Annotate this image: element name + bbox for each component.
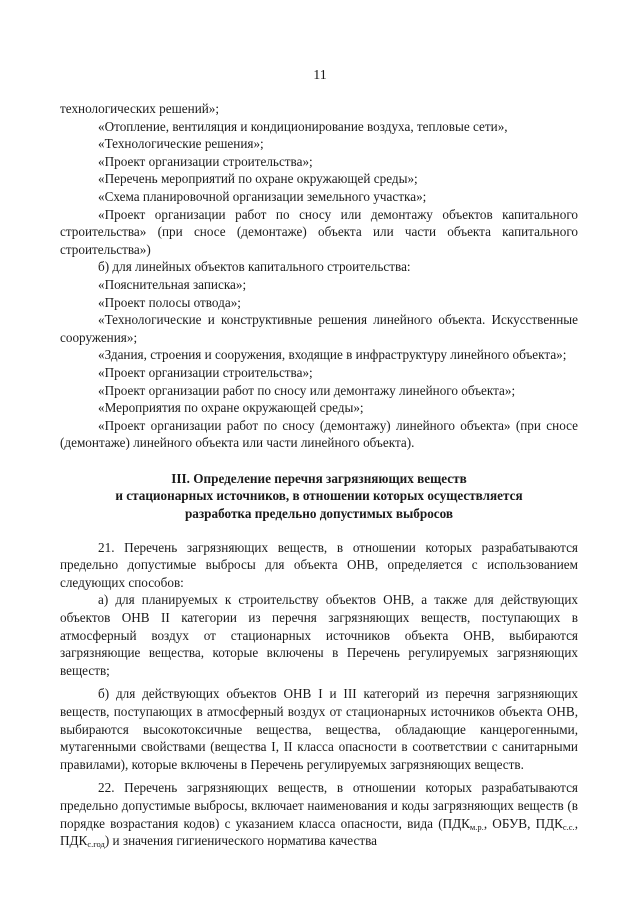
list-item: «Проект организации строительства»; [98,153,313,169]
section-heading [60,470,578,523]
paragraph-21a: а) для планируемых к строительству объектов ОНВ, а также для действующих объектов ОНВ II категории из перечня загрязняющих веществ, поступающих в атмосферный воздух от стационарных источников объекта ОНВ, выбираются загрязняющие вещества, которые включены в Перечень регулируемых загрязняющих веществ; [60,592,578,678]
list-item: «Схема планировочной организации земельного участка»; [98,188,427,204]
paragraph-22 [60,779,578,849]
list-item: «Проект организации работ по сносу (демонтажу) линейного объекта» (при сносе (демонтаже) линейного объекта или части линейного объекта). [60,417,578,451]
heading-line: и стационарных источников, в отношении которых осуществляется [115,488,523,504]
paragraph-21b: б) для действующих объектов ОНВ I и III категорий из перечня загрязняющих веществ, поступающих в атмосферный воздух от стационарных источников объекта ОНВ, выбираются высокотоксичные вещества, вещества, обладающие канцерогенными, мутагенными свойствами (вещества I, II класса опасности в соответствии с санитарными правилами), которые включены в Перечень регулируемых загрязняющих веществ. [60,686,578,772]
list-item: «Пояснительная записка»; [98,276,247,292]
list-item: «Здания, строения и сооружения, входящие в инфраструктуру линейного объекта»; [98,347,567,363]
list-item: «Проект организации работ по сносу или демонтажу объектов капитального строительства» (при сносе (демонтаже) объекта или части объекта капитального строительства») [60,206,578,257]
list-item: «Технологические и конструктивные решения линейного объекта. Искусственные сооружения»; [60,312,578,345]
subscript-sgod: с.год [87,839,105,850]
page-number: 11 [313,68,327,83]
paragraph-21: 21. Перечень загрязняющих веществ, в отношении которых разрабатываются предельно допустимые выбросы для объекта ОНВ, определяется с использованием следующих способов: [60,539,578,590]
paragraph-22-text: , ОБУВ, ПДК [483,815,563,831]
list-item: «Перечень мероприятий по охране окружающей среды»; [98,171,418,187]
subsection-item: б) для линейных объектов капитального строительства: [98,259,411,275]
list-item: «Проект организации строительства»; [98,364,313,380]
heading-line: III. Определение перечня загрязняющих веществ [171,470,467,486]
paragraph-22-text: 22. Перечень загрязняющих веществ, в отношении которых разрабатываются предельно допустимые выбросы, включает наименования и коды загрязняющих веществ (в порядке возрастания кодов) с указанием класса опасности, вида (ПДК [60,780,578,831]
list-item: «Отопление, вентиляция и кондиционирование воздуха, тепловые сети», [98,118,508,134]
text-line: технологических решений»; [60,101,220,116]
list-item: «Проект полосы отвода»; [98,294,241,310]
paragraph-22-text: ) и значения гигиенического норматива качества [104,833,378,849]
list-item: «Мероприятия по охране окружающей среды»; [98,400,364,416]
document-body [60,100,578,850]
subscript-ss: с.с. [562,821,575,832]
list-item: «Проект организации работ по сносу или демонтажу линейного объекта»; [98,382,516,398]
subscript-mr: м.р. [469,821,484,832]
heading-line: разработка предельно допустимых выбросов [184,506,454,522]
list-item: «Технологические решения»; [98,136,264,152]
paragraph-22-text: , ПДК [60,815,578,849]
